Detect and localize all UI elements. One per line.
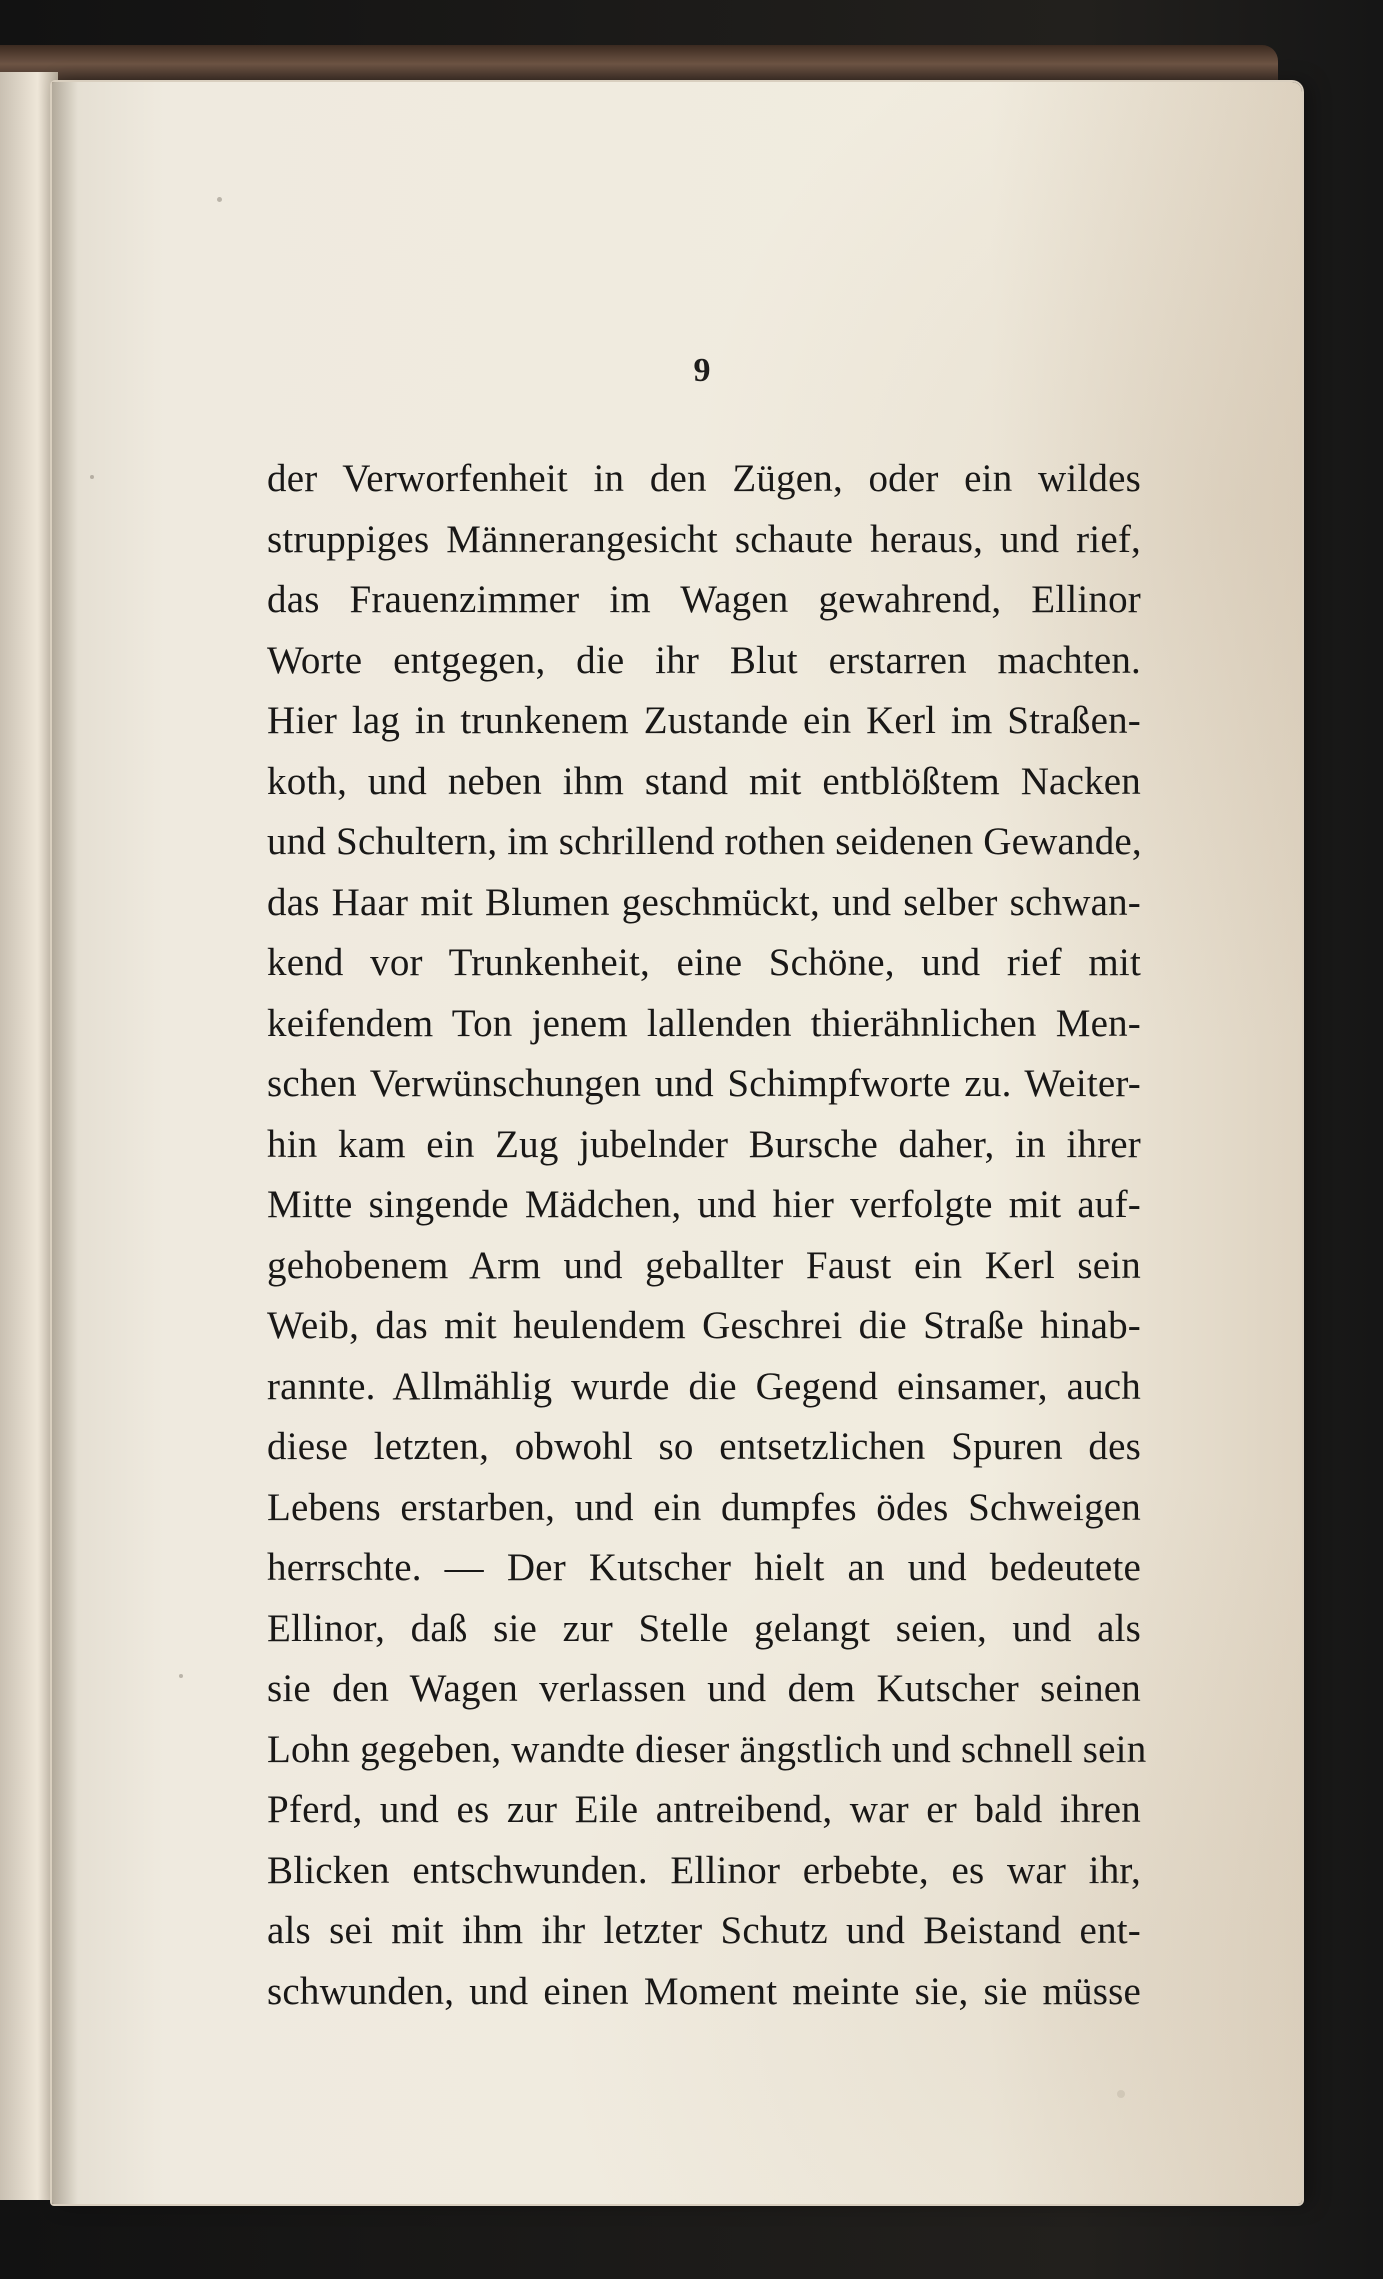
text-line: Ellinor, daß sie zur Stelle gelangt seien, und als bbox=[267, 1606, 1141, 1650]
text-line: gehobenem Arm und geballter Faust ein Kerl sein bbox=[267, 1243, 1141, 1287]
text-line: herrschte. — Der Kutscher hielt an und bedeutete bbox=[267, 1546, 1141, 1589]
body-text bbox=[267, 449, 1147, 2022]
text-line: koth, und neben ihm stand mit entblößtem Nacken bbox=[267, 759, 1141, 803]
text-line: hin kam ein Zug jubelnder Bursche daher, in ihrer bbox=[267, 1122, 1141, 1166]
paper-speck bbox=[1117, 2090, 1125, 2098]
paper-speck bbox=[217, 197, 222, 202]
text-line: keifendem Ton jenem lallenden thierähnlichen Men- bbox=[267, 1001, 1141, 1045]
left-page-edge bbox=[0, 72, 58, 2200]
text-line: Lohn gegeben, wandte dieser ängstlich und schnell sein bbox=[267, 1727, 1147, 1771]
text-line: als sei mit ihm ihr letzter Schutz und Beistand ent- bbox=[267, 1909, 1141, 1952]
text-line: struppiges Männerangesicht schaute heraus, und rief, bbox=[267, 517, 1141, 561]
text-line: sie den Wagen verlassen und dem Kutscher seinen bbox=[267, 1667, 1141, 1710]
text-line: Worte entgegen, die ihr Blut erstarren machten. bbox=[267, 638, 1141, 682]
paper-speck bbox=[90, 475, 94, 479]
text-line: Hier lag in trunkenem Zustande ein Kerl im Straßen- bbox=[267, 699, 1141, 742]
text-line: und Schultern, im schrillend rothen seidenen Gewande, bbox=[267, 820, 1142, 863]
text-line: kend vor Trunkenheit, eine Schöne, und rief mit bbox=[267, 941, 1141, 984]
text-line: das Haar mit Blumen geschmückt, und selber schwan- bbox=[267, 880, 1141, 924]
text-line: das Frauenzimmer im Wagen gewahrend, Ellinor bbox=[267, 578, 1141, 621]
text-line: schwunden, und einen Moment meinte sie, sie müsse bbox=[267, 1969, 1141, 2013]
gutter-shadow bbox=[52, 82, 78, 2204]
page-number: 9 bbox=[693, 352, 711, 389]
text-line: der Verworfenheit in den Zügen, oder ein wildes bbox=[267, 457, 1141, 500]
paper-speck bbox=[179, 1674, 183, 1678]
text-line: diese letzten, obwohl so entsetzlichen Spuren des bbox=[267, 1425, 1141, 1468]
text-line: Pferd, und es zur Eile antreibend, war er bald ihren bbox=[267, 1788, 1141, 1831]
text-line: Weib, das mit heulendem Geschrei die Straße hinab- bbox=[267, 1304, 1141, 1347]
book-page bbox=[52, 82, 1302, 2204]
book-top-edge bbox=[0, 45, 1278, 87]
text-line: schen Verwünschungen und Schimpfworte zu. Weiter- bbox=[267, 1062, 1141, 1105]
text-line: rannte. Allmählig wurde die Gegend einsamer, auch bbox=[267, 1364, 1141, 1408]
text-line: Mitte singende Mädchen, und hier verfolgte mit auf- bbox=[267, 1183, 1141, 1226]
text-line: Blicken entschwunden. Ellinor erbebte, es war ihr, bbox=[267, 1848, 1141, 1892]
text-line: Lebens erstarben, und ein dumpfes ödes Schweigen bbox=[267, 1485, 1141, 1529]
